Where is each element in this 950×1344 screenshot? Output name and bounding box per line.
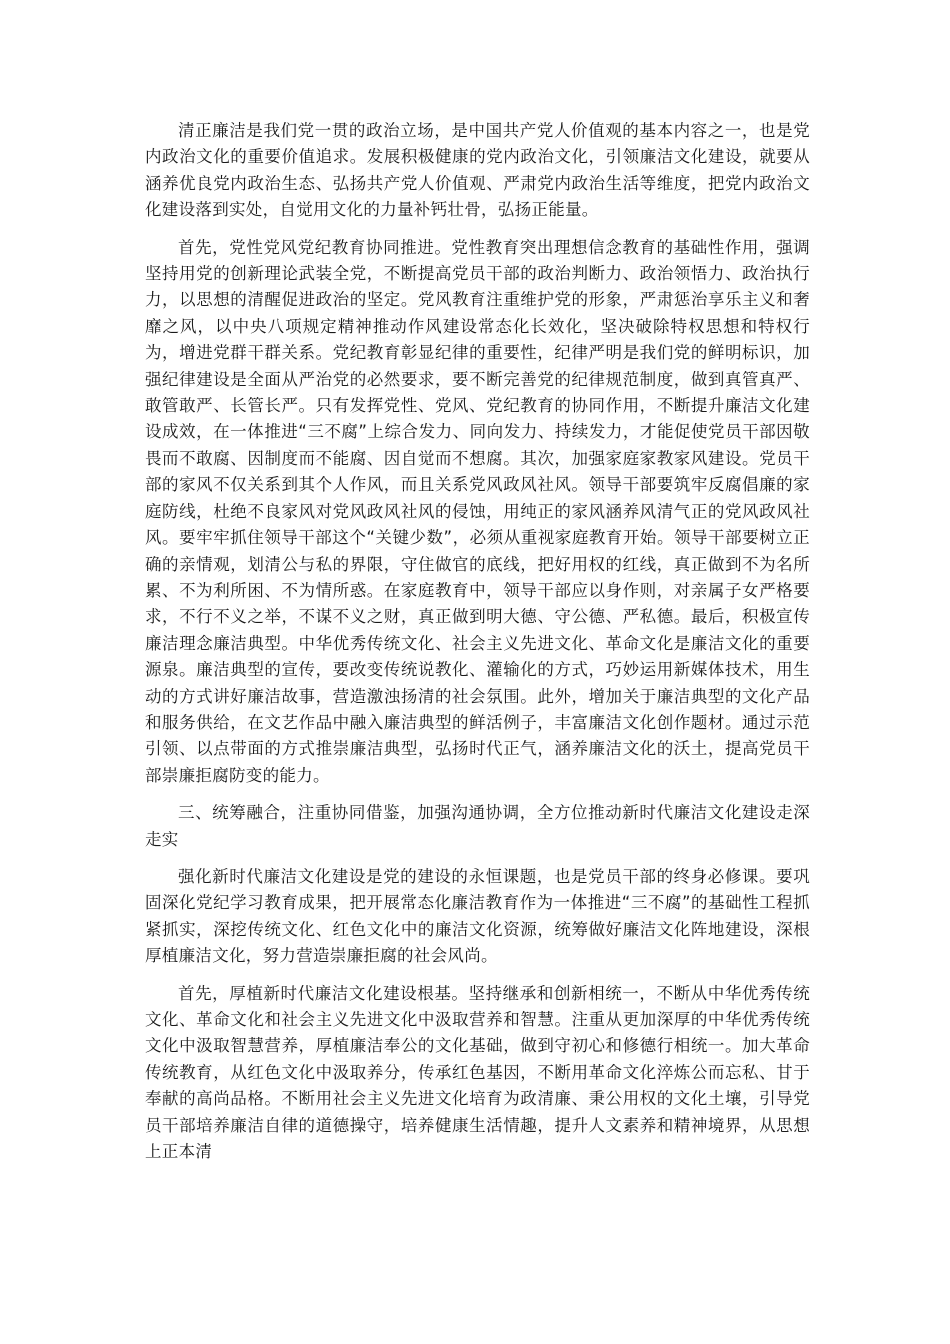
paragraph-intro: 清正廉洁是我们党一贯的政治立场，是中国共产党人价值观的基本内容之一，也是党内政治文化的重要价值追求。发展积极健康的党内政治文化，引领廉洁文化建设，就要从涵养优良党内政治生态、弘扬共产党人价值观、严肃党内政治生活等维度，把党内政治文化建设落到实处，自觉用文化的力量补钙壮骨，弘扬正能量。 <box>145 121 810 220</box>
paragraph-new-era: 强化新时代廉洁文化建设是党的建设的永恒课题，也是党员干部的终身必修课。要巩固深化党纪学习教育成果，把开展常态化廉洁教育作为一体推进“三不腐”的基础性工程抓紧抓实，深挖传统文化、红色文化中的廉洁文化资源，统筹做好廉洁文化阵地建设，深根厚植廉洁文化，努力营造崇廉拒腐的社会风尚。 <box>145 866 810 966</box>
document-page <box>145 118 810 1165</box>
paragraph-party-education: 首先，党性党风党纪教育协同推进。党性教育突出理想信念教育的基础性作用，强调坚持用党的创新理论武装全党，不断提高党员干部的政治判断力、政治领悟力、政治执行力，以思想的清醒促进政治的坚定。党风教育注重维护党的形象，严肃惩治享乐主义和奢靡之风，以中央八项规定精神推动作风建设常态化长效化，坚决破除特权思想和特权行为，增进党群干群关系。党纪教育彰显纪律的重要性，纪律严明是我们党的鲜明标识，加强纪律建设是全面从严治党的必然要求，要不断完善党的纪律规范制度，做到真管真严、敢管敢严、长管长严。只有发挥党性、党风、党纪教育的协同作用，不断提升廉洁文化建设成效，在一体推进“三不腐”上综合发力、同向发力、持续发力，才能促使党员干部因敬畏而不敢腐、因制度而不能腐、因自觉而不想腐。其次，加强家庭家教家风建设。党员干部的家风不仅关系到其个人作风，而且关系党风政风社风。领导干部要筑牢反腐倡廉的家庭防线，杜绝不良家风对党风政风社风的侵蚀，用纯正的家风涵养风清气正的党风政风社风。要牢牢抓住领导干部这个“关键少数”，必须从重视家庭教育开始。领导干部要树立正确的亲情观，划清公与私的界限，守住做官的底线，把好用权的红线，真正做到不为名所累、不为利所困、不为情所惑。在家庭教育中，领导干部应以身作则，对亲属子女严格要求，不行不义之举，不谋不义之财，真正做到明大德、守公德、严私德。最后，积极宣传廉洁理念廉洁典型。中华优秀传统文化、社会主义先进文化、革命文化是廉洁文化的重要源泉。廉洁典型的宣传，要改变传统说教化、灌输化的方式，巧妙运用新媒体技术，用生动的方式讲好廉洁故事，营造激浊扬清的社会氛围。此外，增加关于廉洁典型的文化产品和服务供给，在文艺作品中融入廉洁典型的鲜活例子，丰富廉洁文化创作题材。通过示范引领、以点带面的方式推崇廉洁典型，弘扬时代正气，涵养廉洁文化的沃土，提高党员干部崇廉拒腐防变的能力。 <box>145 237 810 785</box>
section-heading-three: 三、统筹融合，注重协同借鉴，加强沟通协调，全方位推动新时代廉洁文化建设走深走实 <box>145 803 810 849</box>
paragraph-foundation: 首先，厚植新时代廉洁文化建设根基。坚持继承和创新相统一，不断从中华优秀传统文化、革命文化和社会主义先进文化中汲取营养和智慧。注重从更加深厚的中华优秀传统文化中汲取智慧营养，厚植廉洁奉公的文化基础，做到守初心和修德行相统一。加大革命传统教育，从红色文化中汲取养分，传承红色基因，不断用革命文化淬炼公而忘私、甘于奉献的高尚品格。不断用社会主义先进文化培育为政清廉、秉公用权的文化土壤，引导党员干部培养廉洁自律的道德操守，培养健康生活情趣，提升人文素养和精神境界，从思想上正本清 <box>145 983 810 1162</box>
